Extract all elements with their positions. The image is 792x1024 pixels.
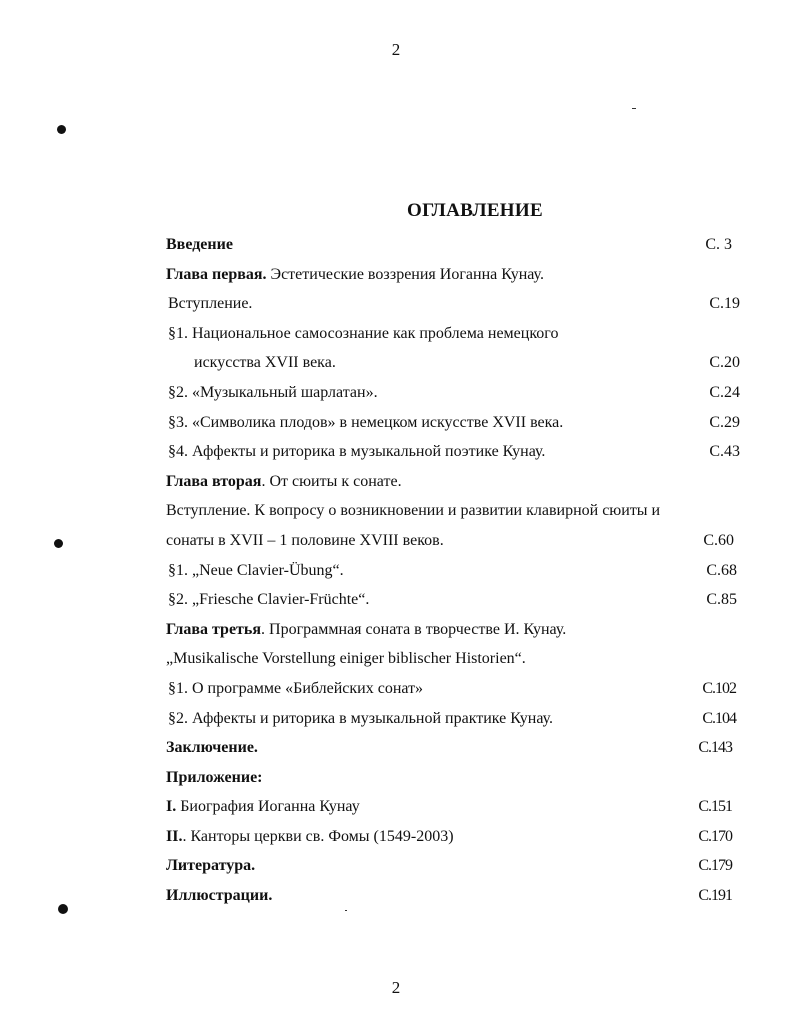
- toc-row-ch1-s1-cont: [166, 348, 740, 378]
- toc-heading: Иллюстрации.: [166, 887, 273, 905]
- toc-page: С.24: [709, 383, 740, 401]
- toc-page: С.151: [698, 798, 732, 816]
- toc-text: §2. «Музыкальный шарлатан».: [168, 383, 378, 401]
- toc-page: С. 3: [705, 236, 732, 253]
- toc-text: искусства XVII века.: [194, 354, 336, 372]
- toc-text: §1. Национальное самосознание как проблема немецкого: [168, 324, 559, 342]
- page-number-top: 2: [391, 40, 401, 59]
- toc-text: §2. „Friesche Clavier-Früchte“.: [168, 591, 370, 609]
- toc-row-literature: [166, 851, 740, 881]
- toc-row-ch1-s2: [166, 378, 740, 408]
- toc-row-illustrations: [166, 881, 740, 911]
- toc-text: . От сюиты к сонате.: [261, 472, 402, 490]
- toc-text: §2. Аффекты и риторика в музыкальной практике Кунау.: [168, 709, 553, 727]
- toc-text: сонаты в XVII – 1 половине XVIII веков.: [166, 531, 444, 549]
- toc-page: С.68: [706, 561, 737, 579]
- toc-row-conclusion: [166, 733, 740, 763]
- toc-row-ch3-s1: [166, 674, 740, 704]
- toc-row-ch2-s2: [166, 585, 740, 615]
- toc-heading: Глава вторая: [166, 472, 262, 490]
- scan-speck: [58, 904, 68, 914]
- toc-heading: I.: [166, 798, 177, 816]
- toc-text: Эстетические воззрения Иоганна Кунау.: [266, 265, 544, 283]
- toc-row-introduction: [166, 230, 740, 260]
- toc-heading: Приложение:: [166, 768, 263, 786]
- toc-page: С.191: [698, 887, 732, 905]
- toc-page: С.143: [698, 739, 732, 757]
- toc-heading: Введение: [166, 236, 233, 253]
- toc-heading: II.: [166, 827, 183, 845]
- toc-text: §3. «Символика плодов» в немецком искусстве XVII века.: [168, 413, 564, 431]
- toc-page: С.20: [709, 354, 740, 372]
- toc-row-ch3-subtitle: [166, 644, 740, 674]
- toc-heading: Заключение.: [166, 739, 258, 757]
- toc-text: §1. „Neue Clavier-Übung“.: [168, 561, 344, 579]
- toc-page: С.60: [703, 531, 734, 549]
- toc-text: §1. О программе «Библейских сонат»: [168, 679, 424, 697]
- toc-text: Биография Иоганна Кунау: [176, 798, 360, 816]
- toc-page: С.43: [709, 443, 740, 461]
- toc-page: С.19: [709, 295, 740, 313]
- toc-row-appendix-1: [166, 792, 740, 822]
- toc-text: . Канторы церкви св. Фомы (1549-2003): [182, 827, 454, 845]
- toc-row-ch2-intro: [166, 496, 740, 526]
- toc-row-ch1-s4: [166, 437, 740, 467]
- toc-text: . Программная соната в творчестве И. Кунау.: [261, 620, 567, 638]
- toc-text: §4. Аффекты и риторика в музыкальной поэтике Кунау.: [168, 443, 546, 461]
- scan-speck: [54, 539, 63, 548]
- page-number-bottom: 2: [391, 978, 401, 997]
- toc-heading: Глава третья: [166, 620, 262, 638]
- toc-page: С.29: [709, 413, 740, 431]
- toc-row-chapter-3: [166, 615, 740, 645]
- toc-text: „Musikalische Vorstellung einiger biblischer Historien“.: [166, 650, 526, 668]
- toc-row-ch1-s1: [166, 319, 740, 349]
- toc-row-ch2-intro-cont: [166, 526, 740, 556]
- table-of-contents: [166, 230, 740, 911]
- toc-text: Вступление. К вопросу о возникновении и развитии клавирной сюиты и: [166, 502, 661, 520]
- toc-row-ch2-s1: [166, 556, 740, 586]
- toc-row-ch1-s3: [166, 408, 740, 438]
- toc-page: С.170: [698, 827, 732, 845]
- toc-page: С.85: [706, 591, 737, 609]
- toc-page: С.104: [702, 709, 736, 727]
- toc-row-appendix-2: [166, 822, 740, 852]
- toc-row-chapter-2: [166, 467, 740, 497]
- toc-row-ch3-s2: [166, 704, 740, 734]
- page-title: ОГЛАВЛЕНИЕ: [407, 200, 543, 221]
- toc-row-chapter-1: [166, 260, 740, 290]
- toc-heading: Глава первая.: [166, 265, 267, 283]
- toc-page: С.179: [698, 857, 732, 875]
- toc-text: Вступление.: [168, 295, 253, 313]
- scan-speck: [57, 125, 66, 134]
- scan-mark: [632, 108, 636, 109]
- toc-page: С.102: [702, 679, 736, 697]
- toc-row-appendix: [166, 763, 740, 793]
- toc-row-ch1-intro: [166, 289, 740, 319]
- toc-heading: Литература.: [166, 857, 256, 875]
